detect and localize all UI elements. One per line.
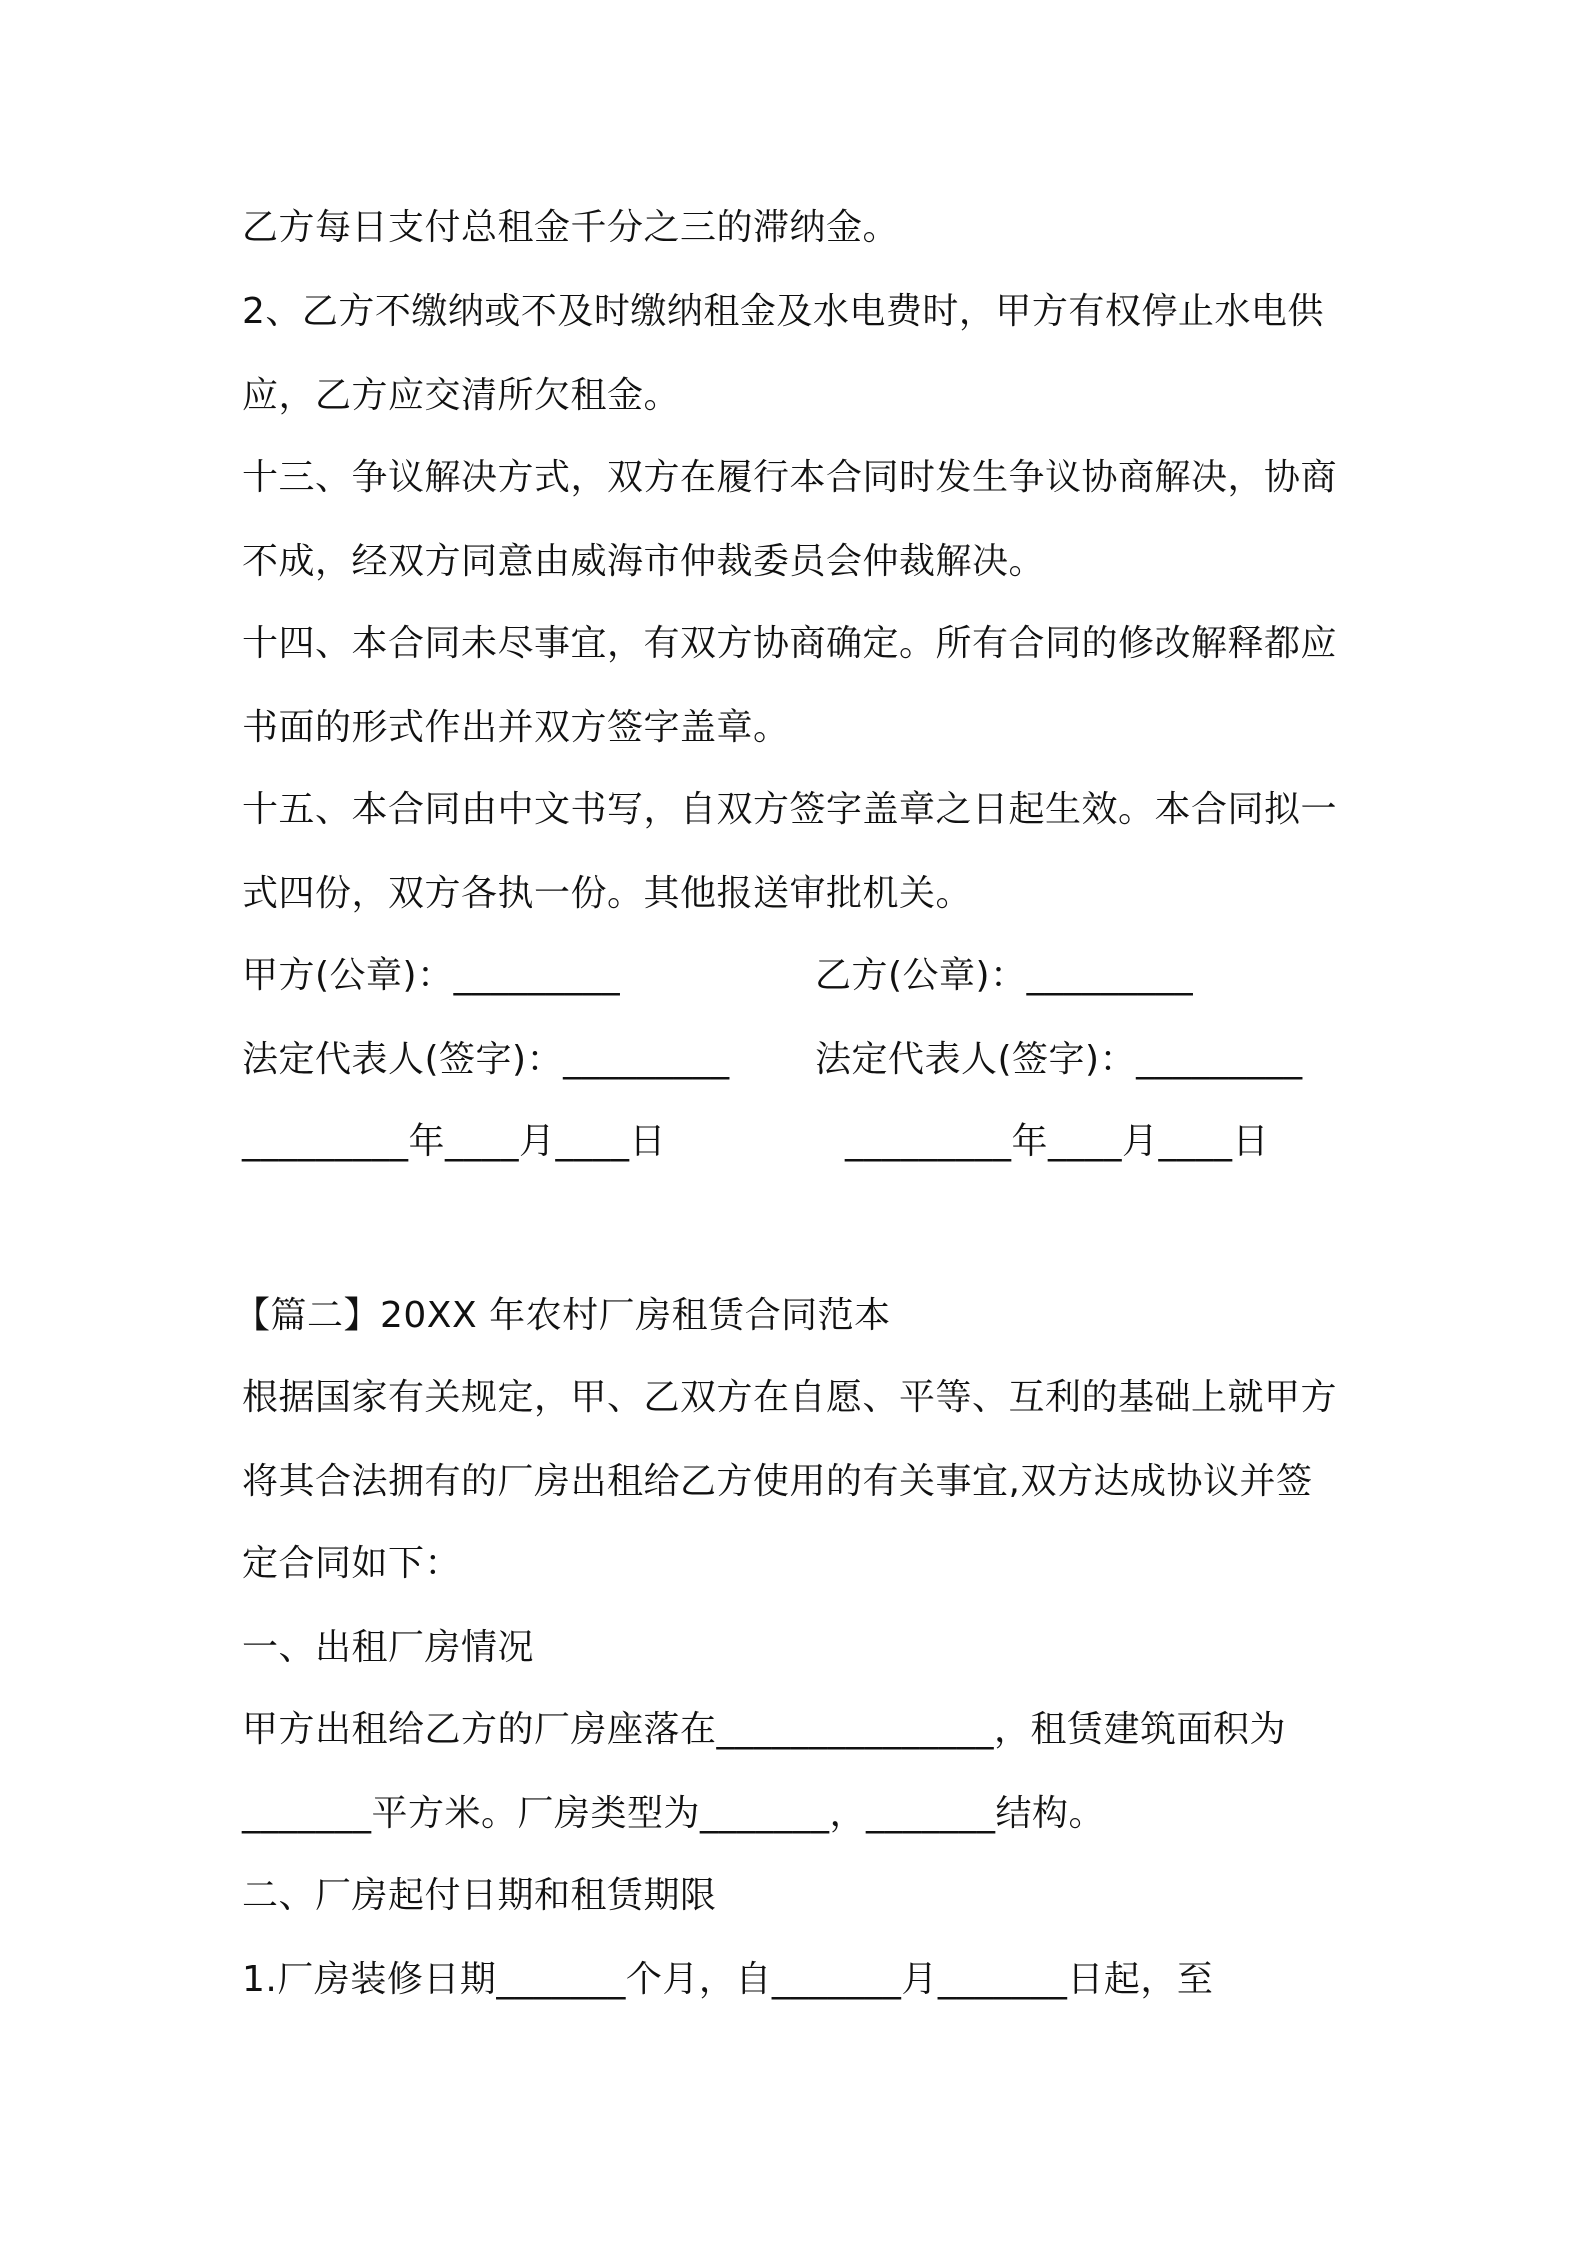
text-line: 将其合法拥有的厂房出租给乙方使用的有关事宜,双方达成协议并签: [242, 1461, 1313, 1502]
text-line: 应，乙方应交清所欠租金。: [242, 375, 681, 416]
text-line: 乙方每日支付总租金千分之三的滞纳金。: [242, 207, 900, 248]
text-line: _______平方米。厂房类型为_______，_______结构。: [242, 1793, 1106, 1834]
text-line: 1.厂房装修日期_______个月，自_______月_______日起，至: [242, 1959, 1214, 2000]
text-line: 2、乙方不缴纳或不及时缴纳租金及水电费时，甲方有权停止水电供: [242, 291, 1324, 332]
text-line: 甲方出租给乙方的厂房座落在_______________，租赁建筑面积为: [242, 1709, 1287, 1750]
text-line: 十三、争议解决方式，双方在履行本合同时发生争议协商解决，协商: [242, 457, 1338, 498]
text-line: 十四、本合同未尽事宜，有双方协商确定。所有合同的修改解释都应: [242, 623, 1338, 664]
section-title: 【篇二】20XX 年农村厂房租赁合同范本: [234, 1295, 891, 1336]
section-heading: 二、厂房起付日期和租赁期限: [242, 1875, 717, 1916]
text-line: 十五、本合同由中文书写，自双方签字盖章之日起生效。本合同拟一: [242, 789, 1338, 830]
party-a-seal-line: 甲方(公章)：_________: [242, 955, 621, 996]
section-heading: 一、出租厂房情况: [242, 1627, 535, 1668]
text-line: 书面的形式作出并双方签字盖章。: [242, 707, 790, 748]
text-line: 式四份，双方各执一份。其他报送审批机关。: [242, 873, 973, 914]
text-line: 定合同如下：: [242, 1543, 462, 1584]
text-line: 根据国家有关规定，甲、乙双方在自愿、平等、互利的基础上就甲方: [242, 1377, 1338, 1418]
party-a-rep-line: 法定代表人(签字)：_________: [242, 1039, 730, 1080]
party-b-rep-line: 法定代表人(签字)：_________: [815, 1039, 1303, 1080]
text-line: 不成，经双方同意由威海市仲裁委员会仲裁解决。: [242, 541, 1046, 582]
party-b-date-line: _________年____月____日: [845, 1121, 1269, 1162]
party-a-date-line: _________年____月____日: [242, 1121, 666, 1162]
party-b-seal-line: 乙方(公章)：_________: [815, 955, 1194, 996]
